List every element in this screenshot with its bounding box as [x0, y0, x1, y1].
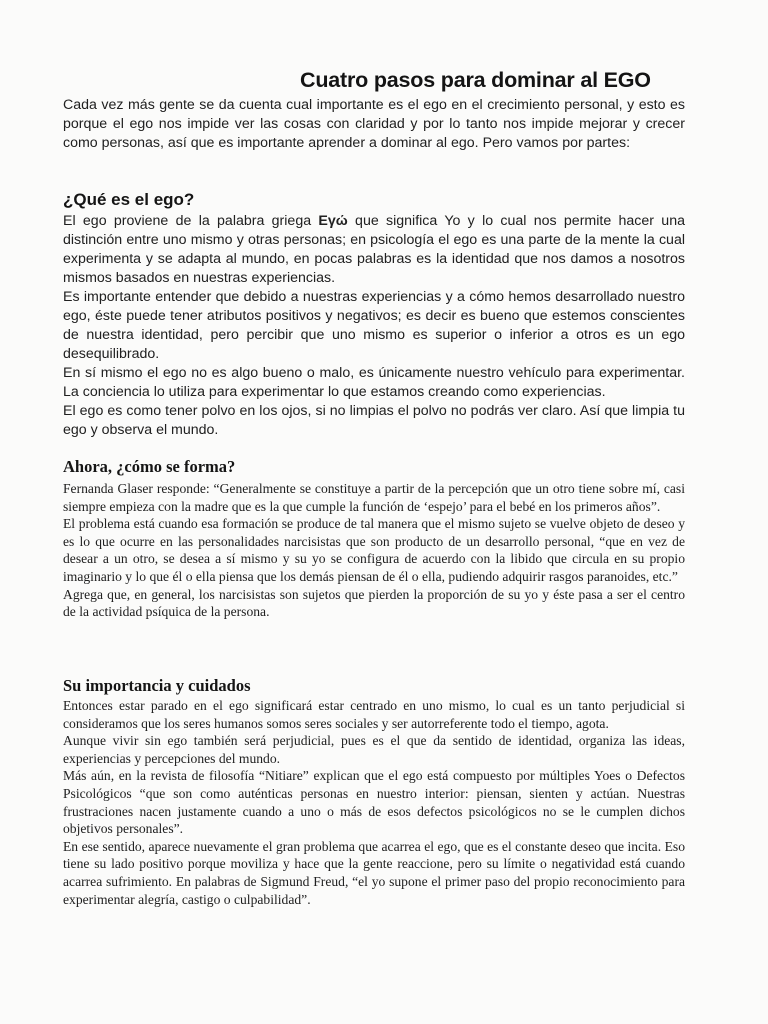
greek-word: Εγώ: [318, 213, 348, 229]
paragraph: Más aún, en la revista de filosofía “Nitiare” explican que el ego está compuesto por múltiples Yoes o Defectos Psicológicos “que son como auténticas personas en nuestro interior: piensan, sienten y actúan. Nuestras frustraciones nacen justamente cuando a uno o más de esos defectos psicológicos no se le cumplen dichos objetivos personales”.: [63, 768, 685, 837]
text-span: El ego proviene de la palabra griega: [63, 213, 319, 229]
paragraph: Aunque vivir sin ego también será perjudicial, pues es el que da sentido de identidad, organiza las ideas, experiencias y percepciones del mundo.: [63, 733, 685, 766]
section-heading-como-se-forma: Ahora, ¿cómo se forma?: [63, 457, 236, 476]
paragraph: El problema está cuando esa formación se produce de tal manera que el mismo sujeto se vuelve objeto de deseo y es lo que ocurre en las personalidades narcisistas que son producto de un desarrollo personal, “que en vez de desear a un otro, se desea a sí mismo y su yo se configura de acuerdo con la libido que circula en su propio imaginario y lo que él o ella piensa que los demás piensan de él o ella, pudiendo adquirir rasgos paranoides, etc.”: [63, 516, 685, 584]
paragraph: En sí mismo el ego no es algo bueno o malo, es únicamente nuestro vehículo para experimentar. La conciencia lo utiliza para experimentar lo que estamos creando como experiencias.: [63, 365, 685, 400]
paragraph: Agrega que, en general, los narcisistas son sujetos que pierden la proporción de su yo y éste pasa a ser el centro de la actividad psíquica de la persona.: [63, 586, 685, 620]
text-span: que significa Yo y lo cual nos permite hacer una distinción entre uno mismo y otras personas; en psicología el ego es una parte de la mente la cual experimenta y se adapta al mundo, en pocas palabras es la identidad que nos damos a nosotros mismos basados en nuestras experiencias.: [63, 213, 685, 286]
paragraph: Fernanda Glaser responde: “Generalmente se constituye a partir de la percepción que un otro tiene sobre mí, casi siempre empieza con la madre que es la que cumple la función de ‘espejo’ para el bebé en los primeros años”.: [63, 481, 685, 514]
section-body-importancia-cuidados: [63, 697, 685, 908]
paragraph: Entonces estar parado en el ego significará estar centrado en uno mismo, lo cual es un tanto perjudicial si consideramos que los seres humanos somos seres sociales y ser autorreferente todo el tiempo, agota.: [63, 698, 685, 731]
section-heading-que-es-el-ego: ¿Qué es el ego?: [63, 190, 195, 209]
intro-paragraph: Cada vez más gente se da cuenta cual importante es el ego en el crecimiento personal, y esto es porque el ego nos impide ver las cosas con claridad y por lo tanto nos impide mejorar y crecer como personas, así que es importante aprender a dominar al ego. Pero vamos por partes:: [63, 97, 685, 151]
paragraph: En ese sentido, aparece nuevamente el gran problema que acarrea el ego, que es el constante deseo que incita. Eso tiene su lado positivo porque moviliza y hace que la gente reaccione, pero su límite o negatividad está cuando acarrea sufrimiento. En palabras de Sigmund Freud, “el yo supone el primer paso del propio reconocimiento para experimentar alegría, castigo o culpabilidad”.: [63, 838, 685, 907]
section-heading-importancia-cuidados: Su importancia y cuidados: [63, 676, 251, 695]
paragraph: Es importante entender que debido a nuestras experiencias y a cómo hemos desarrollado nuestro ego, éste puede tener atributos positivos y negativos; es decir es bueno que estemos conscientes de nuestra identidad, pero percibir que uno mismo es superior o inferior a otros es un ego desequilibrado.: [63, 289, 685, 362]
page-title: Cuatro pasos para dominar al EGO: [300, 68, 651, 92]
paragraph: [63, 212, 685, 288]
section-body-como-se-forma: [63, 480, 685, 621]
paragraph: El ego es como tener polvo en los ojos, si no limpias el polvo no podrás ver claro. Así que limpia tu ego y observa el mundo.: [63, 403, 685, 438]
section-body-que-es-el-ego: [63, 212, 685, 440]
